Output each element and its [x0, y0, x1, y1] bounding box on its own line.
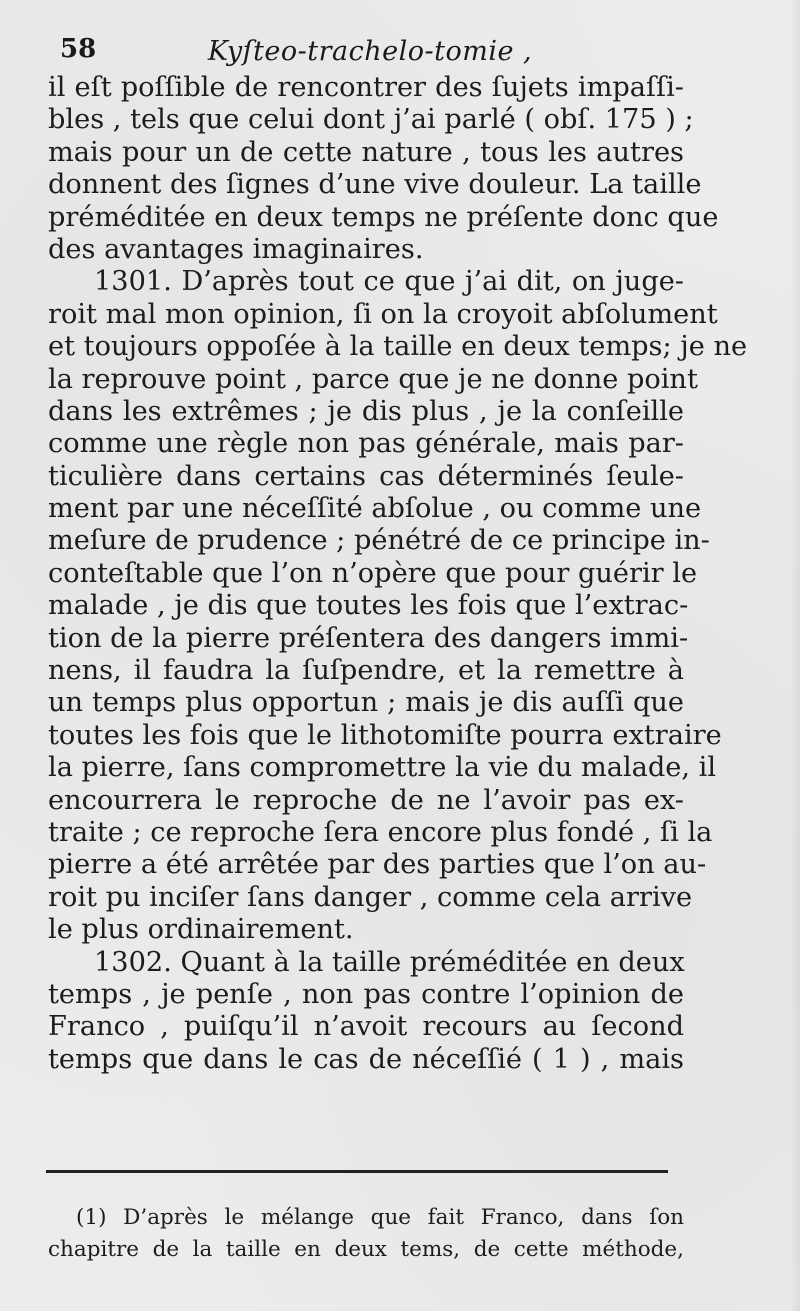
footnote [48, 1202, 684, 1267]
body-line: et toujours oppoſée à la taille en deux temps; je ne [48, 331, 748, 363]
body-line: le plus ordinairement. [48, 914, 354, 946]
body-line: nens, il faudra la ſuſpendre, et la remettre à [48, 655, 684, 687]
body-line: il eſt poſſible de rencontrer des ſujets impaſſi- [48, 72, 684, 103]
running-title: Kyſteo-trachelo-tomie , [207, 36, 533, 67]
body-line: préméditée en deux temps ne préſente donc que [48, 201, 719, 233]
footnote-line: chapitre de la taille en deux tems, de cette méthode, [48, 1237, 684, 1263]
body-line: Franco , puiſqu’il n’avoit recours au ſecond [48, 1011, 684, 1043]
body-line: donnent des ſignes d’une vive douleur. La taille [48, 169, 702, 201]
body-line: dans les extrêmes ; je dis plus , je la conſeille [48, 395, 684, 427]
body-line: meſure de prudence ; pénétré de ce principe in- [48, 525, 710, 557]
body-line: traite ; ce reproche ſera encore plus fondé , ſi la [48, 816, 713, 848]
body-line: tion de la pierre préſentera des dangers immi- [48, 622, 689, 654]
page-number: 58 [60, 34, 97, 64]
body-line: malade , je dis que toutes les fois que l’extrac- [48, 590, 689, 622]
page-header [60, 30, 680, 74]
body-line: la reprouve point , parce que je ne donne point [48, 363, 698, 395]
paragraph-1302-start: 1302. Quant à la taille préméditée en deux [94, 946, 685, 978]
paragraph-1301-start: 1301. D’après tout ce que j’ai dit, on juge- [94, 266, 684, 298]
body-line: encourrera le reproche de ne l’avoir pas ex- [48, 784, 684, 816]
body-line: ment par une néceſſité abſolue , ou comme une [48, 493, 702, 525]
body-line: temps , je penſe , non pas contre l’opinion de [48, 978, 684, 1010]
body-line: bles , tels que celui dont j’ai parlé ( obſ. 175 ) ; [48, 104, 694, 136]
body-line: temps que dans le cas de néceſſié ( 1 ) , mais [48, 1043, 684, 1075]
body-line: pierre a été arrêtée par des parties que l’on au- [48, 849, 707, 881]
body-line: conteſtable que l’on n’opère que pour guérir le [48, 557, 698, 589]
footnote-line: (1) D’après le mélange que fait Franco, dans ſon [76, 1205, 684, 1230]
body-line: un temps plus opportun ; mais je dis auſſi que [48, 687, 684, 719]
body-line: mais pour un de cette nature , tous les autres [48, 136, 684, 168]
body-text [48, 72, 748, 1076]
body-line: ticulière dans certains cas déterminés ſeule- [48, 460, 684, 492]
body-line: toutes les fois que le lithotomiſte pourra extraire [48, 719, 722, 751]
body-line: comme une règle non pas générale, mais par- [48, 428, 684, 460]
footnote-rule [46, 1170, 668, 1173]
body-line: roit pu inciſer ſans danger , comme cela arrive [48, 881, 693, 913]
body-line: la pierre, ſans compromettre la vie du malade, il [48, 752, 717, 784]
body-line: des avantages imaginaires. [48, 233, 424, 265]
body-line: roit mal mon opinion, ſi on la croyoit abſolument [48, 298, 718, 330]
page-edge-shadow [790, 0, 800, 1311]
